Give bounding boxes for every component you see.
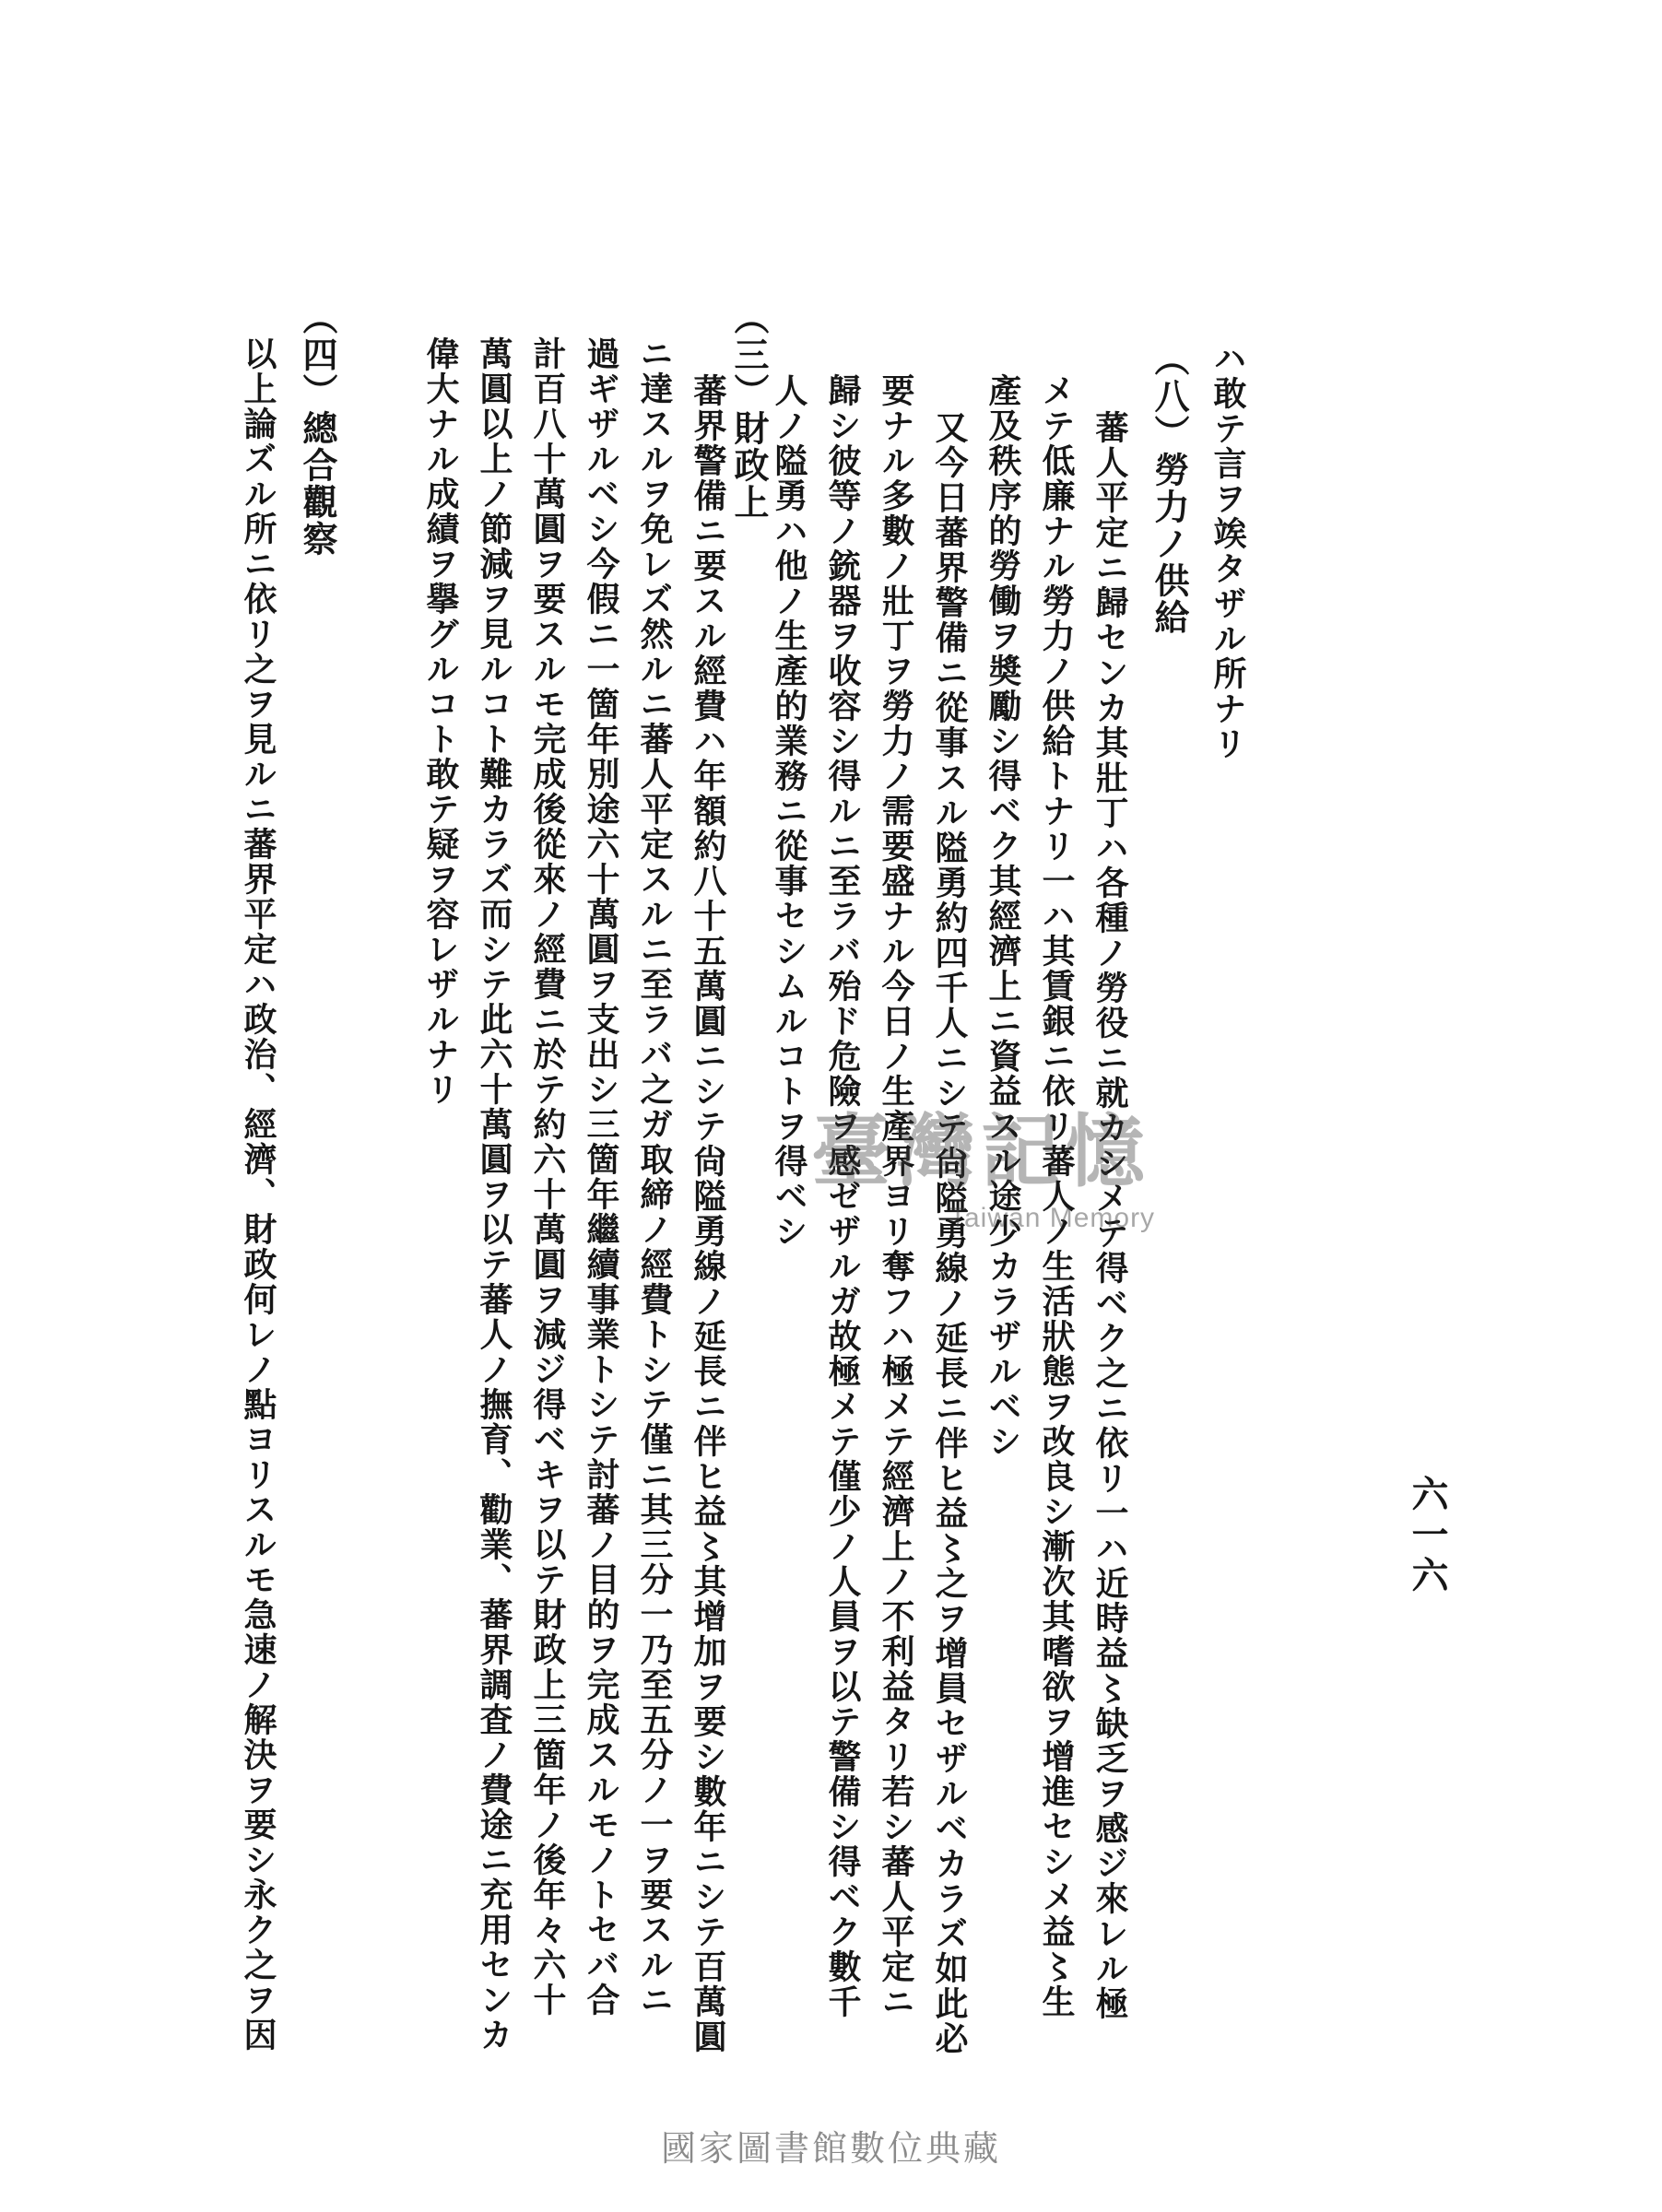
text-column: ニ達スルヲ免レズ然ルニ蕃人平定スルニ至ラバ之ガ取締ノ經費トシテ僅ニ其三分一乃至五分ノ一ヲ要スルニ xyxy=(635,336,674,2018)
text-column: 過ギザルベシ今假ニ一箇年別途六十萬圓ヲ支出シ三箇年繼續事業トシテ討蕃ノ目的ヲ完成スルモノトセバ合 xyxy=(582,336,620,2018)
text-column: 產及秩序的勞働ヲ奬勵シ得ベク其經濟上ニ資益スル途少カラザルベシ xyxy=(984,373,1022,1459)
watermark-caption: Taiwan Memory xyxy=(949,1203,1156,1233)
section-heading: （三）財政上 xyxy=(728,300,770,521)
text-column: ハ敢テ言ヲ竢タザル所ナリ xyxy=(1208,341,1247,761)
watermark-logo: 臺灣記憶 xyxy=(811,1105,1150,1198)
text-column: 萬圓以上ノ節減ヲ見ルコト難カラズ而シテ此六十萬圓ヲ以テ蕃人ノ撫育、勸業、蕃界調査ノ費途ニ充用センカ xyxy=(475,336,513,2053)
section-heading: （八）勞力ノ供給 xyxy=(1149,341,1190,636)
text-column: 偉大ナル成績ヲ擧グルコト敢テ疑ヲ容レザルナリ xyxy=(421,336,460,1107)
section-heading: （四）總合觀察 xyxy=(297,300,338,558)
footer-label: 國家圖書館數位典藏 xyxy=(660,2128,1001,2169)
page-number: 六一六 xyxy=(1406,1475,1449,1596)
text-column: 蕃人平定ニ歸センカ其壯丁ハ各種ノ勞役ニ就カシメテ得ベク之ニ依リ一ハ近時益〻缺乏ヲ感ジ來レル極 xyxy=(1090,410,1129,2021)
text-column: 以上論ズル所ニ依リ之ヲ見ルニ蕃界平定ハ政治、經濟、財政何レノ點ヨリスルモ急速ノ解決ヲ要シ永ク之ヲ因 xyxy=(239,336,277,2053)
text-column: 要ナル多數ノ壯丁ヲ勞力ノ需要盛ナル今日ノ生產界ヨリ奪フハ極メテ經濟上ノ不利益タリ若シ蕃人平定ニ xyxy=(877,373,915,2019)
text-column: 計百八十萬圓ヲ要スルモ完成後從來ノ經費ニ於テ約六十萬圓ヲ減ジ得ベキヲ以テ財政上三箇年ノ後年々六十 xyxy=(528,336,567,2018)
text-column: 又今日蕃界警備ニ從事スル隘勇約四千人ニシテ尙隘勇線ノ延長ニ伴ヒ益〻之ヲ增員セザルベカラズ如此必 xyxy=(930,410,969,2056)
text-column: 歸シ彼等ノ銃器ヲ收容シ得ルニ至ラバ殆ド危險ヲ感ゼザルガ故極メテ僅少ノ人員ヲ以テ警備シ得ベク數千 xyxy=(823,373,862,2019)
text-column: 人ノ隘勇ハ他ノ生產的業務ニ從事セシムルコトヲ得ベシ xyxy=(770,373,808,1249)
text-column: メテ低廉ナル勞力ノ供給トナリ一ハ其賃銀ニ依リ蕃人ノ生活狀態ヲ改良シ漸次其嗜欲ヲ增進セシメ益〻生 xyxy=(1037,373,1076,2019)
text-column: 蕃界警備ニ要スル經費ハ年額約八十五萬圓ニシテ尙隘勇線ノ延長ニ伴ヒ益〻其增加ヲ要シ數年ニシテ百萬圓 xyxy=(689,373,727,2054)
